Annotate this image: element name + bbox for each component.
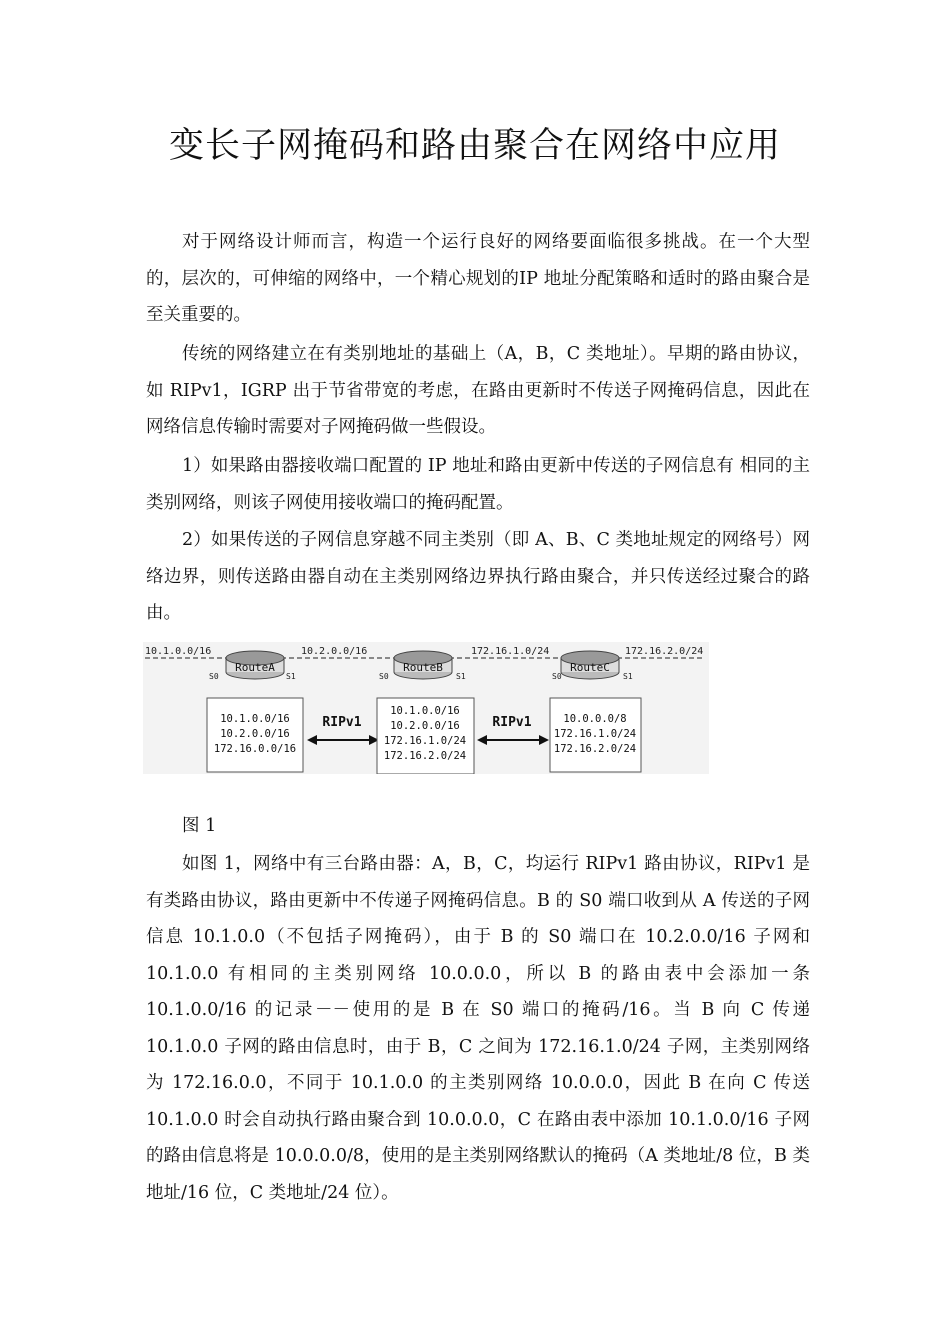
paragraph-rule-2: 2）如果传送的子网信息穿越不同主类别（即 A、B、C 类地址规定的网络号）网络边界，则传送路由器自动在主类别网络边界执行路由聚合，并只传送经过聚合的路由。 — [146, 530, 810, 623]
table-b-row: 10.1.0.0/16 — [390, 705, 460, 717]
network-label-3: 172.16.1.0/24 — [471, 646, 550, 657]
paragraph-classful: 传统的网络建立在有类别地址的基础上（A，B，C 类地址）。早期的路由协议，如 RIPv1，IGRP 出于节省带宽的考虑，在路由更新时不传送子网掩码信息，因此在网络信息传输时需要对子网掩码做一些假设。 — [146, 344, 810, 437]
network-label-4: 172.16.2.0/24 — [625, 646, 704, 657]
router-b-label: RouteB — [403, 661, 443, 674]
table-c-row: 172.16.1.0/24 — [553, 728, 637, 740]
router-a-label: RouteA — [235, 661, 275, 674]
router-b-s1: S1 — [456, 672, 466, 681]
paragraph-rule-1: 1）如果路由器接收端口配置的 IP 地址和路由更新中传送的子网信息有 相同的主类别网络，则该子网使用接收端口的掩码配置。 — [146, 456, 810, 513]
table-a-row: 172.16.0.0/16 — [213, 743, 297, 755]
protocol-label-2: RIPv1 — [492, 715, 532, 730]
network-label-2: 10.2.0.0/16 — [301, 646, 368, 657]
router-a-s0: S0 — [209, 672, 219, 681]
paragraph-intro: 对于网络设计师而言，构造一个运行良好的网络要面临很多挑战。在一个大型的，层次的，可伸缩的网络中，一个精心规划的IP 地址分配策略和适时的路由聚合是至关重要的。 — [146, 232, 810, 325]
table-b-row: 172.16.2.0/24 — [383, 750, 467, 762]
router-c-s0: S0 — [552, 672, 562, 681]
router-b-s0: S0 — [379, 672, 389, 681]
table-b-row: 172.16.1.0/24 — [383, 735, 467, 747]
table-c-row: 10.0.0.0/8 — [563, 713, 627, 725]
network-label-1: 10.1.0.0/16 — [145, 646, 212, 657]
table-a-row: 10.1.0.0/16 — [220, 713, 290, 725]
figure-caption: 图 1 — [182, 816, 217, 836]
protocol-label-1: RIPv1 — [322, 715, 362, 730]
table-c-row: 172.16.2.0/24 — [553, 743, 637, 755]
table-a-row: 10.2.0.0/16 — [220, 728, 290, 740]
document-title: 变长子网掩码和路由聚合在网络中应用 — [168, 126, 781, 166]
table-b-row: 10.2.0.0/16 — [390, 720, 460, 732]
paragraph-example: 如图 1，网络中有三台路由器：A，B，C，均运行 RIPv1 路由协议，RIPv1 是有类路由协议，路由更新中不传递子网掩码信息。B 的 S0 端口收到从 A 传送的子网信息 10.1.0.0（不包括子网掩码），由于 B 的 S0 端口在 10.2.0.0/16 子网和 10.1.0.0 有相同的主类别网络 10.0.0.0，所以 B 的路由表中会添加一条 10.1.0.0/16 的记录－－使用的是 B 在 S0 端口的掩码/16。当 B 向 C 传递 10.1.0.0 子网的路由信息时，由于 B，C 之间为 172.16.1.0/24 子网，主类别网络为 172.16.0.0，不同于 10.1.0.0 的主类别网络 10.0.0.0，因此 B 在向 C 传送 10.1.0.0 时会自动执行路由聚合到 10.0.0.0，C 在路由表中添加 10.1.0.0/16 子网的路由信息将是 10.0.0.0/8，使用的是主类别网络默认的掩码（A 类地址/8 位，B 类地址/16 位，C 类地址/24 位）。 — [146, 854, 810, 1203]
router-c-label: RouteC — [570, 661, 610, 674]
network-diagram — [143, 642, 709, 774]
router-a-s1: S1 — [286, 672, 296, 681]
router-c-s1: S1 — [623, 672, 633, 681]
